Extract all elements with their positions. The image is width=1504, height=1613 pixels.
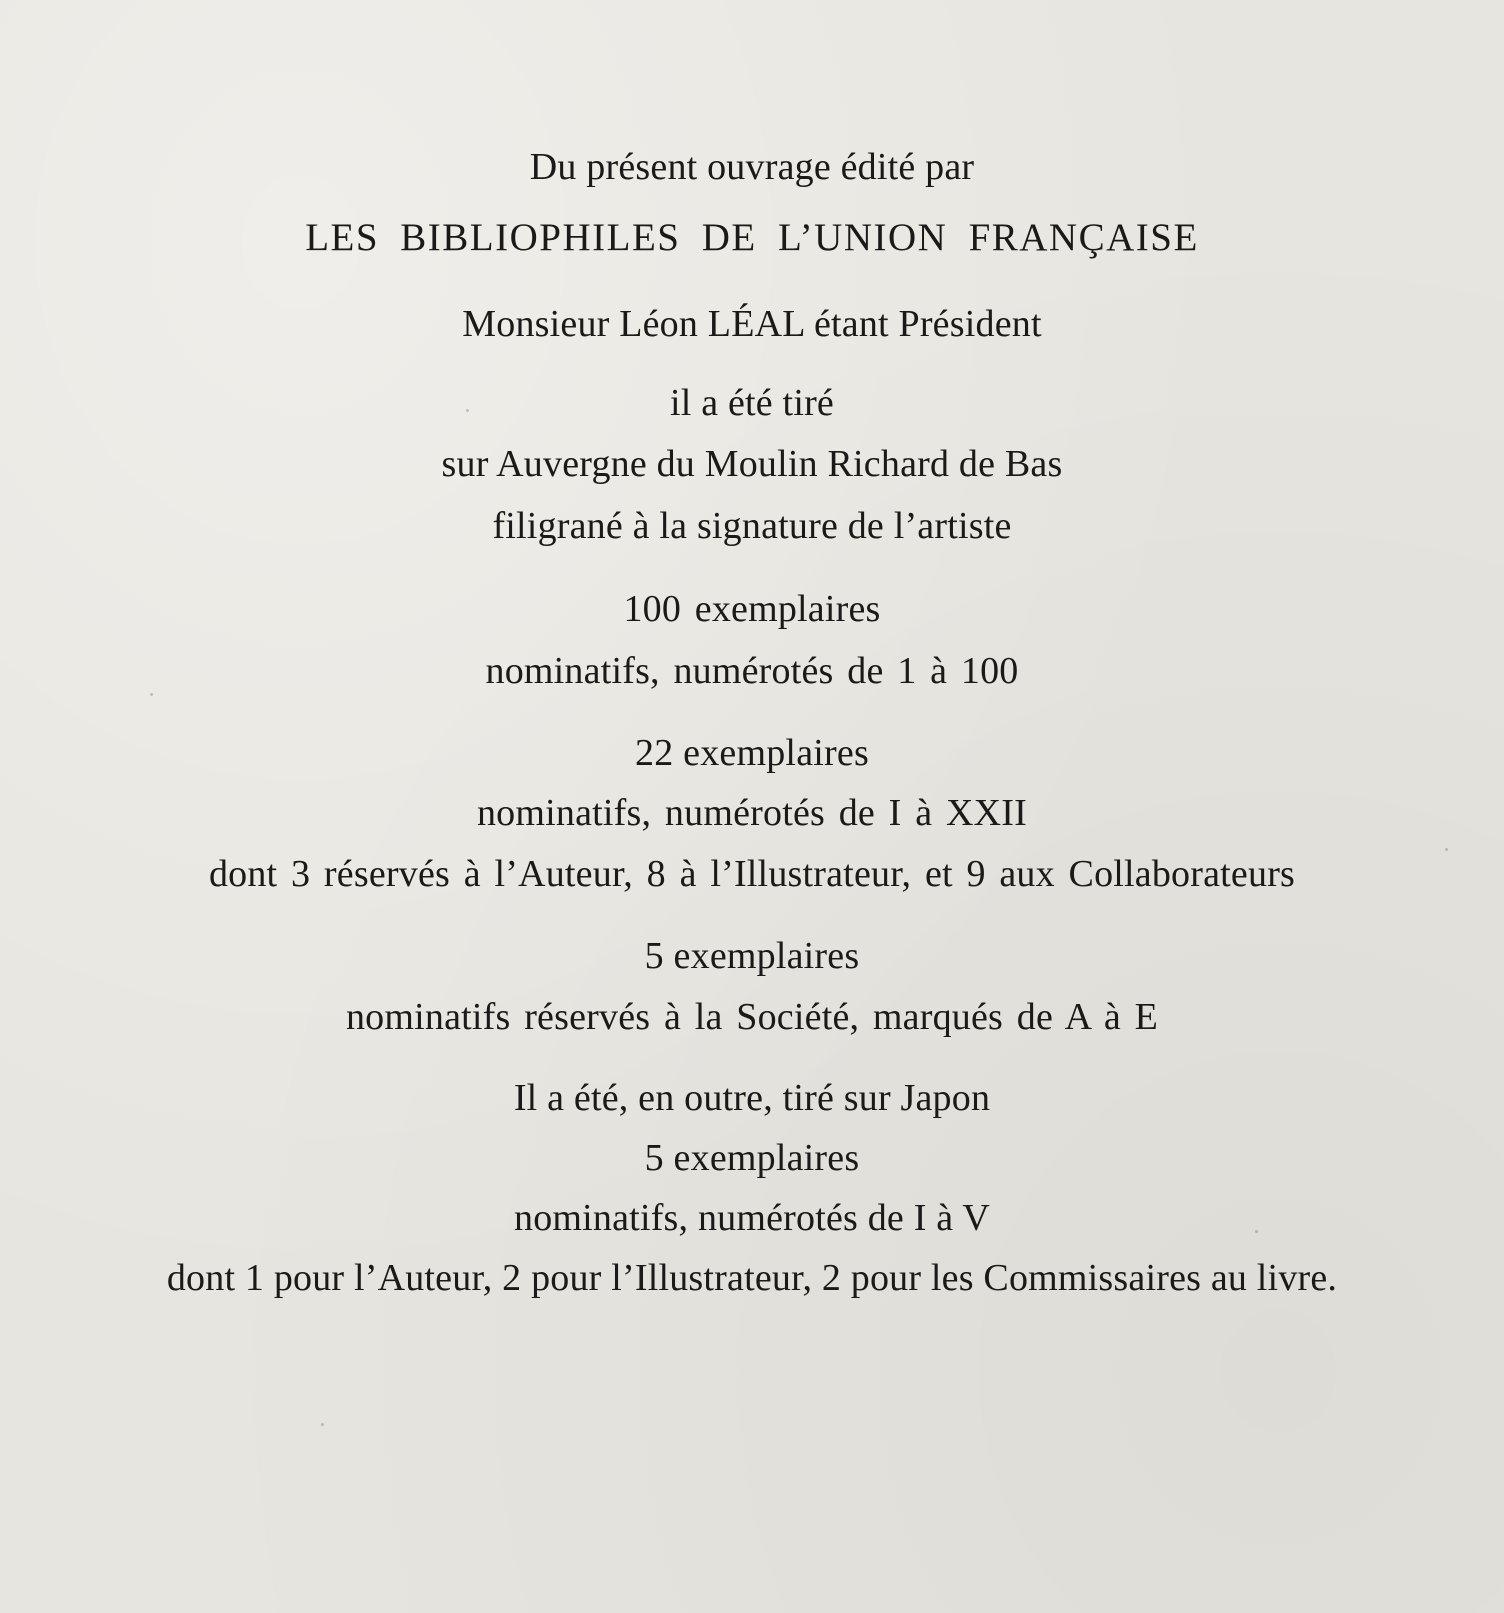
colophon-line-numbered-1-100: nominatifs, numérotés de 1 à 100: [485, 650, 1019, 692]
colophon-line-paper: sur Auvergne du Moulin Richard de Bas: [441, 443, 1063, 485]
paper-speck: [1445, 848, 1448, 851]
colophon-line-president: Monsieur Léon LÉAL étant Président: [462, 303, 1042, 345]
colophon-line-reserved-commissaires: dont 1 pour l’Auteur, 2 pour l’Illustrateur, 2 pour les Commissaires au livre.: [166, 1257, 1338, 1299]
colophon-line-numbered-i-v: nominatifs, numérotés de I à V: [514, 1197, 990, 1239]
paper-speck: [1255, 1230, 1258, 1233]
paper-speck: [321, 1423, 324, 1426]
paper-speck: [150, 693, 153, 696]
colophon-line-publisher: LES BIBLIOPHILES DE L’UNION FRANÇAISE: [305, 216, 1199, 259]
colophon-line-numbered-i-xxii: nominatifs, numérotés de I à XXII: [476, 792, 1027, 834]
colophon-line-copies-5-society: 5 exemplaires: [644, 935, 860, 977]
colophon-line-printed: il a été tiré: [669, 382, 834, 424]
colophon-line-watermark: filigrané à la signature de l’artiste: [492, 505, 1012, 547]
paper-speck: [466, 409, 469, 412]
colophon-line-copies-22: 22 exemplaires: [635, 732, 869, 774]
colophon-line-copies-5-japon: 5 exemplaires: [644, 1137, 860, 1179]
colophon-line-society-marked: nominatifs réservés à la Société, marqués de A à E: [345, 996, 1159, 1038]
colophon-line-reserved-collaborators: dont 3 réservés à l’Auteur, 8 à l’Illustrateur, et 9 aux Collaborateurs: [208, 853, 1296, 895]
colophon-line-japon: Il a été, en outre, tiré sur Japon: [513, 1077, 991, 1119]
colophon-line-copies-100: 100 exemplaires: [623, 588, 881, 630]
colophon-line-intro: Du présent ouvrage édité par: [529, 146, 975, 188]
